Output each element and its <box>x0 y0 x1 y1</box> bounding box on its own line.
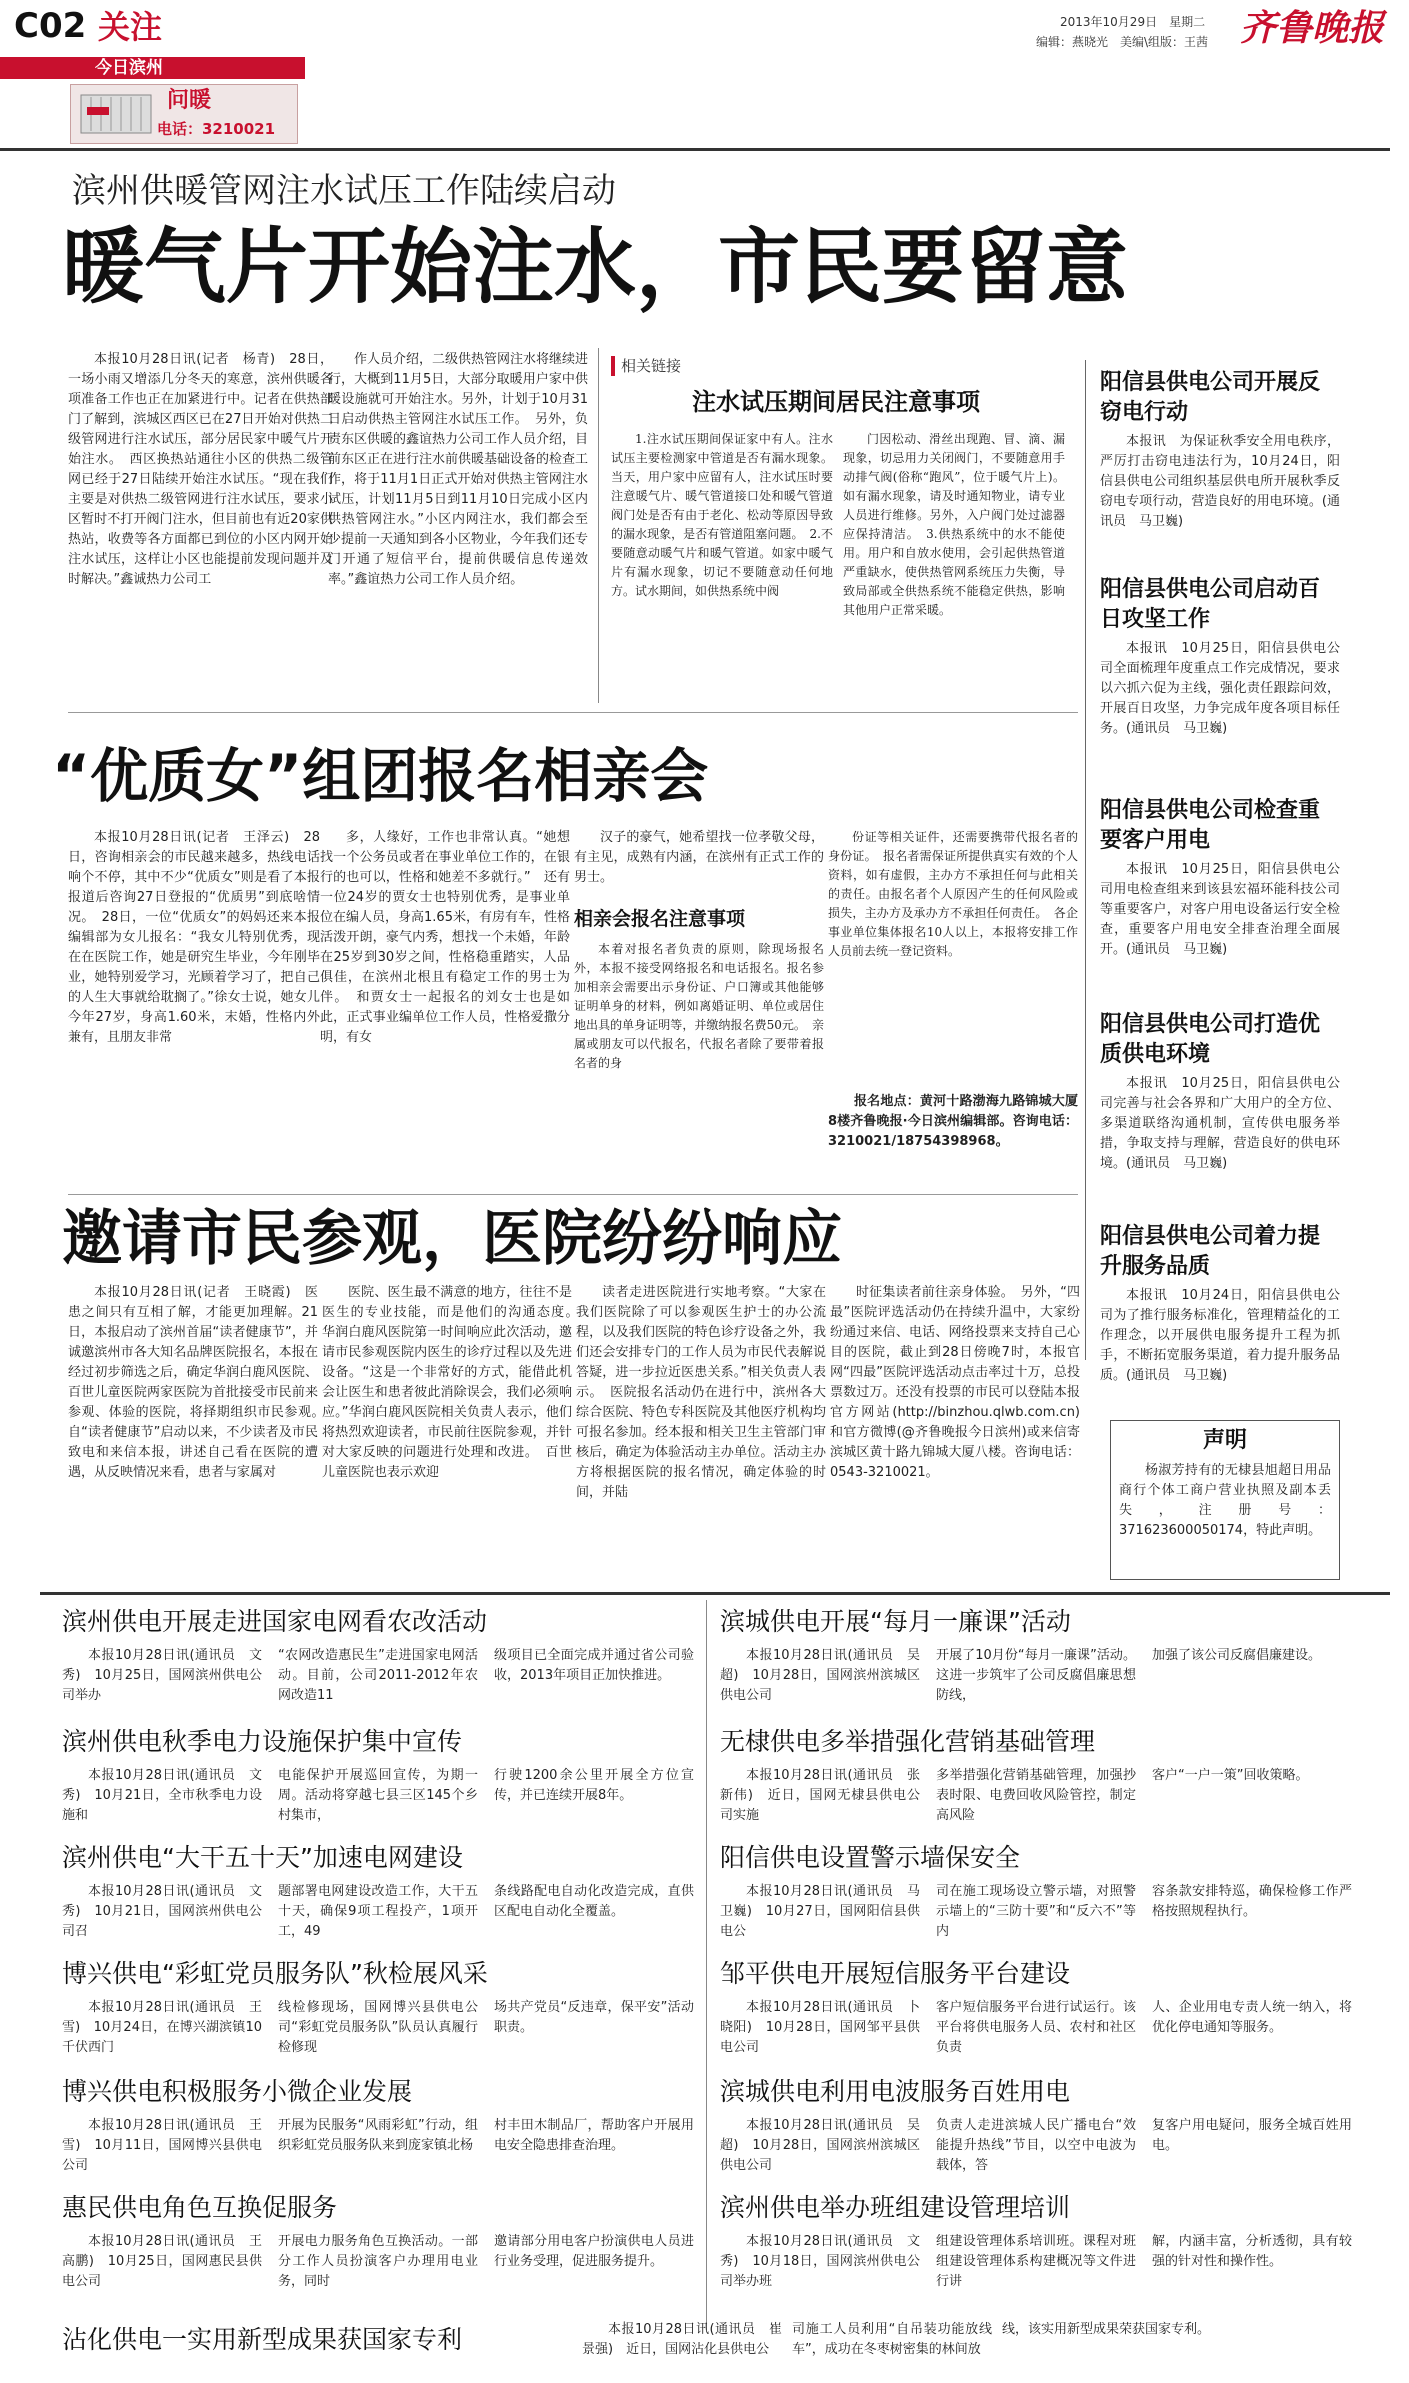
brief-title: 博兴供电“彩虹党员服务队”秋检展风采 <box>62 1959 488 1988</box>
sidebar-title: 阳信县供电公司启动百日攻坚工作 <box>1100 577 1321 632</box>
brief-col-2: 电能保护开展巡回宣传，为期一周。活动将穿越七县三区145个乡村集市， <box>278 1768 478 1823</box>
brief-col-1: 本报10月28日讯(通讯员 崔景强) 近日，国网沾化县供电公 <box>582 2322 782 2357</box>
brief-col-1: 本报10月28日讯(通讯员 文秀) 10月25日，国网滨州供电公司举办 <box>62 1648 262 1703</box>
brief-col-3: 村丰田木制品厂，帮助客户开展用电安全隐患排查治理。 <box>494 2118 694 2153</box>
sidebar-divider <box>1085 360 1086 1360</box>
brief-item <box>62 1726 698 1838</box>
brief-col-1: 本报10月28日讯(通讯员 王雪) 10月24日，在博兴湖滨镇10千伏西门 <box>62 2000 262 2055</box>
notice-column-2: 门因松动、滑丝出现跑、冒、滴、漏现象，切忌用力关闭阀门，不要随意用手动排气阀(俗称“跑风”，位于暖气片上)。如有漏水现象，请及时通知物业，请专业人员进行维修。另外，入户阀门处过滤器应保持清洁。 3.供热系统中的水不能使用。用户和自放水使用，会引起供热管道严重缺水，使供热管网系统压力失衡，导致局部或全供热系统不能稳定供热，影响其他用户正常采暖。 <box>843 432 1065 617</box>
briefs-left <box>62 1606 698 2326</box>
brief-col-1: 本报10月28日讯(通讯员 张新伟) 近日，国网无棣县供电公司实施 <box>720 1768 920 1823</box>
brief-col-3: 人、企业用电专责人统一纳入，将优化停电通知等服务。 <box>1152 2000 1352 2035</box>
section-rule-1 <box>68 712 1078 713</box>
hospital-column-2: 医院、医生最不满意的地方，往往不是医生的专业技能，而是他们的沟通态度。 华润白鹿风医院第一时间响应此次活动，邀请市民参观医院内医生的诊疗过程以及先进设备。“这是一个非常好的方式，能借此机会让医生和患者彼此消除误会，我们必须响应。”华润白鹿风医院相关负责人表示，他们将热烈欢迎读者，市民前往医院参观，并针对大家反映的问题进行处理和改进。 百世儿童医院也表示欢迎 <box>322 1285 572 1480</box>
statement-box <box>1110 1420 1340 1580</box>
header-rule <box>0 148 1390 151</box>
brief-col-3: 行驶1200余公里开展全方位宣传，并已连续开展8年。 <box>494 1768 694 1803</box>
dating-column-3-bottom: 本着对报名者负责的原则，除现场报名外，本报不接受网络报名和电话报名。报名参加相亲会需要出示身份证、户口簿或其他能够证明单身的材料，例如离婚证明、单位或居住地出具的单身证明等，并缴纳报名费50元。 亲属或朋友可以代报名，代报名者除了要带着报名者的身 <box>574 942 824 1070</box>
column-name: 问暖 <box>167 88 212 113</box>
brief-col-3: 容条款安排特巡，确保检修工作严格按照规程执行。 <box>1152 1884 1352 1919</box>
brief-col-3: 线，该实用新型成果荣获国家专利。 <box>1002 2322 1211 2337</box>
brief-title: 滨州供电开展走进国家电网看农改活动 <box>62 1607 488 1636</box>
brief-col-1: 本报10月28日讯(通讯员 文秀) 10月21日，国网滨州供电公司召 <box>62 1884 262 1939</box>
brief-item <box>720 1726 1360 1838</box>
sidebar-body: 本报讯 为保证秋季安全用电秩序，严厉打击窃电违法行为，10月24日，阳信县供电公司组织基层供电所开展秋季反窃电专项行动，营造良好的用电环境。(通讯员 马卫巍) <box>1100 434 1340 529</box>
brief-col-2: 客户短信服务平台进行试运行。该平台将供电服务人员、农村和社区负责 <box>936 2000 1136 2055</box>
page-code: C02 <box>14 6 87 46</box>
dating-subtitle: 相亲会报名注意事项 <box>574 908 746 930</box>
bottom-column-divider <box>706 1600 707 2330</box>
column-banner <box>70 84 298 144</box>
brief-col-1: 本报10月28日讯(通讯员 吴超) 10月28日，国网滨州滨城区供电公司 <box>720 1648 920 1703</box>
brief-col-1: 本报10月28日讯(通讯员 文秀) 10月21日，全市秋季电力设施和 <box>62 1768 262 1823</box>
issue-date: 2013年10月29日 星期二 <box>1060 15 1206 29</box>
brief-col-2: 多举措强化营销基础管理，加强抄表时限、电费回收风险管控，制定高风险 <box>936 1768 1136 1823</box>
brief-title: 滨州供电“大干五十天”加速电网建设 <box>62 1843 463 1872</box>
brief-item <box>62 1842 698 1954</box>
briefs-right <box>720 1606 1360 2326</box>
brief-col-1: 本报10月28日讯(通讯员 吴超) 10月28日，国网滨州滨城区供电公司 <box>720 2118 920 2173</box>
lead-headline: 暖气片开始注水，市民要留意 <box>62 220 1129 315</box>
dating-column-2: 多，人缘好，工作也非常认真。“她想找一个公务员或者在事业单位工作的，在银行的也可以，性格和她差不多就行。” 还有一位24岁的贾女士也特别优秀，是事业单位在编人员，身高1.65米，有房有车，性格活泼开朗，豪气内秀，想找一个未婚，年龄在25岁到30岁之间，性格稳重踏实，人品俱佳，在滨州北根且有稳定工作的男士为伴。 和贾女士一起报名的刘女士也是如此，正式事业编单位工作人员，性格爱撒分明，有女 <box>320 830 570 1045</box>
brief-col-2: 线检修现场，国网博兴县供电公司“彩虹党员服务队”队员认真履行检修现 <box>278 2000 478 2055</box>
notice-column-1: 1.注水试压期间保证家中有人。注水试压主要检测家中管道是否有漏水现象。当天，用户家中应留有人，注水试压时要注意暖气片、暖气管道接口处和暖气管道阀门处是否有由于老化、松动等原因导致的漏水现象，是否有管道阻塞问题。 2.不要随意动暖气片和暖气管道。如家中暖气片有漏水现象，切记不要随意动任何地方。试水期间，如供热系统中阀 <box>611 432 833 598</box>
brief-item <box>720 2076 1360 2188</box>
section-rule-2 <box>68 1194 1078 1195</box>
brief-col-2: “农网改造惠民生”走进国家电网活动。目前，公司2011-2012年农网改造11 <box>278 1648 478 1703</box>
sidebar-title: 阳信县供电公司检查重要客户用电 <box>1100 798 1321 853</box>
dating-column-1: 本报10月28日讯(记者 王泽云) 28日，咨询相亲会的市民越来越多，热线电话响个不停，其中不少“优质女”则是看了本报报道后咨询27日登报的“优质男”到底啥情况。 28日，一位“优质女”的妈妈还来本报编辑部为女儿报名：“我女儿特别优秀，现在在医院工作，她是研究生毕业，今年刚毕业，她特别爱学习，光顾着学习了，把自己的人生大事就给耽搁了。”徐女士说，她女儿今年27岁，身高1.60米，末婚，性格内外兼有，且朋友非常 <box>68 830 320 1045</box>
lead-column-2: 作人员介绍，二级供热管网注水将继续进行，大概到11月5日，大部分取暖用户家中供暖设施就可开始注水。另外，计划于10月31日启动供热主管网注水试压工作。 另外，负责东区供暖的鑫谊热力公司工作人员介绍，目前东区正在进行注水前供暖基础设备的检查工作，将于11月1日正式开始对供热主管网注水试压，计划11月5日到11月10日完成小区内供热管网注水。”小区内网注水，我们都会至少提前一天通知到各小区物业，今年我们还专门开通了短信平台，提前供暖信息传递效率。”鑫谊热力公司工作人员介绍。 <box>328 352 588 587</box>
sidebar-item <box>1100 796 1340 996</box>
brief-title: 滨城供电利用电波服务百姓用电 <box>720 2077 1071 2106</box>
subsection-name: 今日滨州 <box>95 58 163 78</box>
brief-title: 邹平供电开展短信服务平台建设 <box>720 1959 1071 1988</box>
hospital-column-1: 本报10月28日讯(记者 王晓霞) 医患之间只有互相了解，才能更加理解。21日，本报启动了滨州首届“读者健康节”，并诚邀滨州市各大知名品牌医院报名，本报在经过初步筛选之后，确定华润白鹿风医院、百世儿童医院两家医院为首批接受市民前来参观、体验的医院，将择期组织市民参观。 自“读者健康节”启动以来，不少读者及市民致电和来信本报，讲述自己看在医院的遭遇，从反映情况来看，患者与家属对 <box>68 1285 318 1480</box>
brief-item <box>62 2192 698 2304</box>
brief-col-1: 本报10月28日讯(通讯员 王雪) 10月11日，国网博兴县供电公司 <box>62 2118 262 2173</box>
sidebar-item <box>1100 1010 1340 1210</box>
sidebar-body: 本报讯 10月25日，阳信县供电公司全面梳理年度重点工作完成情况，要求以六抓六促为主线，强化责任跟踪问效，开展百日攻坚，力争完成年度各项目标任务。(通讯员 马卫巍) <box>1100 641 1340 736</box>
masthead-logo: 齐鲁晚报 <box>1240 7 1385 49</box>
sidebar-body: 本报讯 10月25日，阳信县供电公司用电检查组来到该县宏福环能科技公司等重要客户，对客户用电设备运行安全检查，重要客户用电安全排查治理全面展开。(通讯员 马卫巍) <box>1100 862 1340 957</box>
notice-label: 相关链接 <box>611 356 687 376</box>
radiator-icon <box>77 89 155 139</box>
brief-col-3: 邀请部分用电客户扮演供电人员进行业务受理，促进服务提升。 <box>494 2234 694 2269</box>
brief-col-2: 题部署电网建设改造工作，大干五十天，确保9项工程投产，1项开工，49 <box>278 1884 478 1939</box>
sidebar-item <box>1100 575 1340 775</box>
sidebar-title: 阳信县供电公司着力提升服务品质 <box>1100 1224 1321 1279</box>
hospital-headline: 邀请市民参观，医院纷纷响应 <box>62 1204 842 1274</box>
brief-col-3: 级项目已全面完成并通过省公司验收，2013年项目正加快推进。 <box>494 1648 694 1683</box>
dating-column-3-top: 汉子的豪气，她希望找一位孝敬父母，有主见，成熟有内涵，在滨州有正式工作的男士。 <box>574 830 824 885</box>
brief-title: 惠民供电角色互换促服务 <box>62 2193 338 2222</box>
sidebar-title: 阳信县供电公司打造优质供电环境 <box>1100 1012 1321 1067</box>
sidebar <box>1100 368 1340 1228</box>
brief-title: 滨州供电举办班组建设管理培训 <box>720 2193 1071 2222</box>
brief-col-3: 客户“一户一策”回收策略。 <box>1152 1768 1309 1783</box>
hospital-column-4: 时征集读者前往亲身体验。 另外，“四最”医院评选活动仍在持续升温中，大家纷纷通过来信、电话、网络投票来支持自己心目的医院，截止到28日傍晚7时，本报官网“四最”医院评选活动点击率过十万，总投票数过万。还没有投票的市民可以登陆本报官方网站(http://binzhou.qlwb.com.cn)和官方微博(@齐鲁晚报今日滨州)或来信寄滨城区黄十路九锦城大厦八楼。咨询电话：0543-3210021。 <box>830 1285 1080 1480</box>
page-header <box>0 0 1409 155</box>
brief-col-2: 司在施工现场设立警示墙，对照警示墙上的“三防十要”和“反六不”等内 <box>936 1884 1136 1939</box>
dating-address: 报名地点：黄河十路渤海九路锦城大厦8楼齐鲁晚报·今日滨州编辑部。咨询电话：3210021/18754398968。 <box>828 1094 1078 1149</box>
brief-col-2: 开展为民服务“风雨彩虹”行动，组织彩虹党员服务队来到庞家镇北杨 <box>278 2118 478 2153</box>
brief-item <box>720 1842 1360 1954</box>
column-phone: 电话：3210021 <box>157 120 276 138</box>
bottom-section-rule <box>40 1592 1390 1595</box>
sidebar-body: 本报讯 10月25日，阳信县供电公司完善与社会各界和广大用户的全方位、多渠道联络沟通机制，宣传供电服务举措，争取支持与理解，营造良好的供电环境。(通讯员 马卫巍) <box>1100 1076 1340 1171</box>
brief-col-2: 负责人走进滨城人民广播电台“效能提升热线”节目，以空中电波为载体，答 <box>936 2118 1136 2173</box>
brief-col-1: 本报10月28日讯(通讯员 文秀) 10月18日，国网滨州供电公司举办班 <box>720 2234 920 2289</box>
brief-item <box>62 1958 698 2070</box>
brief-col-3: 场共产党员“反违章，保平安”活动职责。 <box>494 2000 694 2035</box>
sidebar-body: 本报讯 10月24日，阳信县供电公司为了推行服务标准化，管理精益化的工作理念，以开展供电服务提升工程为抓手，不断拓宽服务渠道，着力提升服务品质。(通讯员 马卫巍) <box>1100 1288 1340 1383</box>
brief-item <box>62 1606 698 1718</box>
notice-title: 注水试压期间居民注意事项 <box>692 388 980 416</box>
brief-col-3: 复客户用电疑问，服务全城百姓用电。 <box>1152 2118 1352 2153</box>
hospital-column-3: 读者走进医院进行实地考察。“大家在我们医院除了可以参观医生护士的办公流程，以及我们医院的特色诊疗设备之外，我们还会安排专门的工作人员为市民代表解说答疑，进一步拉近医患关系。”相关负责人表示。 医院报名活动仍在进行中，滨州各大综合医院、特色专科医院及其他医疗机构均可报名参加。经本报和相关卫生主管部门审核后，确定为体验活动主办单位。活动主办方将根据医院的报名情况，确定体验的时间，并陆 <box>576 1285 826 1500</box>
brief-col-3: 加强了该公司反腐倡廉建设。 <box>1152 1648 1322 1663</box>
brief-item <box>62 2076 698 2188</box>
brief-title: 沾化供电一实用新型成果获国家专利 <box>62 2325 463 2354</box>
sidebar-item <box>1100 1222 1340 1412</box>
bottom-brief <box>62 2318 1362 2374</box>
section-name: 关注 <box>98 8 163 46</box>
brief-col-2: 开展电力服务角色互换活动。一部分工作人员扮演客户办理用电业务，同时 <box>278 2234 478 2289</box>
sidebar-title: 阳信县供电公司开展反窃电行动 <box>1100 370 1321 425</box>
statement-body: 杨淑芳持有的无棣县旭超日用品商行个体工商户营业执照及副本丢失，注册号：371623600050174，特此声明。 <box>1119 1463 1331 1538</box>
brief-title: 滨城供电开展“每月一廉课”活动 <box>720 1607 1071 1636</box>
brief-item <box>720 2192 1360 2304</box>
notice-box <box>598 348 1072 703</box>
brief-col-3: 解，内涵丰富，分析透彻，具有较强的针对性和操作性。 <box>1152 2234 1352 2269</box>
brief-col-1: 本报10月28日讯(通讯员 卜晓阳) 10月28日，国网邹平县供电公司 <box>720 2000 920 2055</box>
brief-col-3: 条线路配电自动化改造完成，直供区配电自动化全覆盖。 <box>494 1884 694 1919</box>
brief-title: 博兴供电积极服务小微企业发展 <box>62 2077 413 2106</box>
brief-item <box>720 1958 1360 2070</box>
brief-col-1: 本报10月28日讯(通讯员 王高鹏) 10月25日，国网惠民县供电公司 <box>62 2234 262 2289</box>
sidebar-item <box>1100 368 1340 568</box>
brief-item <box>720 1606 1360 1718</box>
brief-col-2: 组建设管理体系培训班。课程对班组建设管理体系构建概况等文件进行讲 <box>936 2234 1136 2289</box>
brief-title: 无棣供电多举措强化营销基础管理 <box>720 1727 1096 1756</box>
statement-title: 声明 <box>1202 1428 1247 1453</box>
dating-headline: “优质女”组团报名相亲会 <box>52 742 709 810</box>
brief-title: 滨州供电秋季电力设施保护集中宣传 <box>62 1727 463 1756</box>
editor-credits: 编辑：燕晓光 美编\组版：王茜 <box>1036 35 1209 49</box>
lead-kicker: 滨州供暖管网注水试压工作陆续启动 <box>72 171 616 211</box>
brief-col-1: 本报10月28日讯(通讯员 马卫巍) 10月27日，国网阳信县供电公 <box>720 1884 920 1939</box>
brief-title: 阳信供电设置警示墙保安全 <box>720 1843 1021 1872</box>
lead-column-1: 本报10月28日讯(记者 杨青) 28日，一场小雨又增添几分冬天的寒意，滨州供暖各项准备工作也正在加紧进行中。记者在供热部门了解到，滨城区西区已在27日开始对供热二级管网进行注水试压，部分居民家中暖气片开始注水。 西区换热站通往小区的供热二级管网已经于27日陆续开始注水试压。“现在我们主要是对供热二级管网进行注水试压，要求小区暂时不打开阀门注水，但目前也有近20家供热站，收费等各方面都已到位的小区内网开始注水试压，这样让小区也能提前发现问题并及时解决。”鑫诚热力公司工 <box>68 352 333 587</box>
brief-col-2: 开展了10月份“每月一廉课”活动。这进一步筑牢了公司反腐倡廉思想防线， <box>936 1648 1136 1703</box>
brief-col-2: 司施工人员利用“自吊装功能放线车”，成功在冬枣树密集的林间放 <box>792 2322 992 2357</box>
dating-column-4: 份证等相关证件，还需要携带代报名者的身份证。 报名者需保证所提供真实有效的个人资料，如有虚假，主办方不承担任何与此相关的责任。由报名者个人原因产生的任何风险或损失，主办方及承办方不承担任何责任。 各企事业单位集体报名10人以上，本报将安排工作人员前去统一登记资料。 <box>828 830 1078 958</box>
